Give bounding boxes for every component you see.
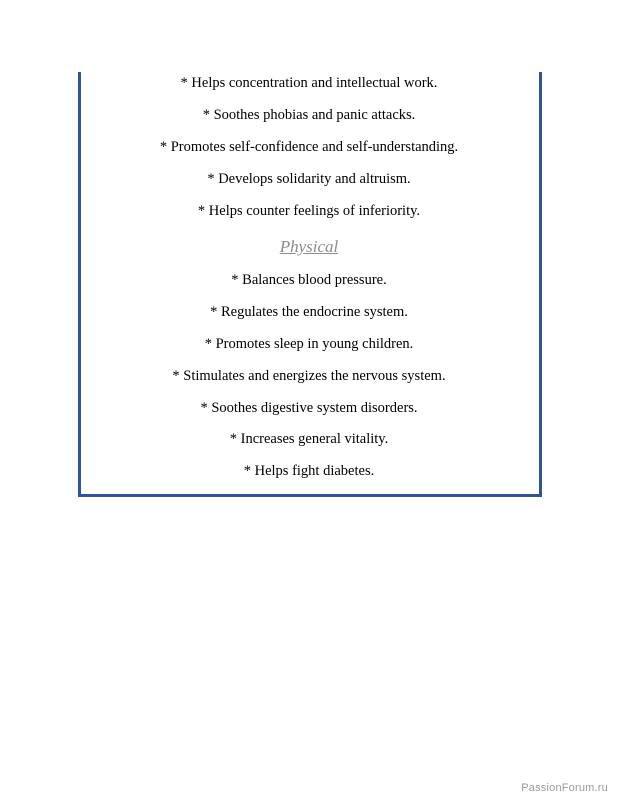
- watermark: PassionForum.ru: [521, 782, 608, 794]
- benefit-item: * Regulates the endocrine system.: [210, 304, 408, 320]
- benefit-item: * Helps concentration and intellectual work.: [180, 75, 438, 91]
- benefit-item: * Soothes digestive system disorders.: [200, 400, 418, 416]
- benefit-item: * Stimulates and energizes the nervous system.: [172, 368, 446, 384]
- benefit-item: * Balances blood pressure.: [231, 272, 387, 288]
- benefit-item: * Soothes phobias and panic attacks.: [202, 107, 416, 123]
- benefit-item: * Promotes self-confidence and self-understanding.: [159, 139, 459, 155]
- benefit-item: * Develops solidarity and altruism.: [207, 171, 411, 187]
- section-heading-physical: Physical: [279, 237, 339, 256]
- benefit-item: * Promotes sleep in young children.: [204, 336, 414, 352]
- benefit-item: * Helps counter feelings of inferiority.: [197, 203, 421, 219]
- benefit-item: * Helps fight diabetes.: [243, 463, 375, 479]
- benefit-item: * Increases general vitality.: [229, 431, 389, 447]
